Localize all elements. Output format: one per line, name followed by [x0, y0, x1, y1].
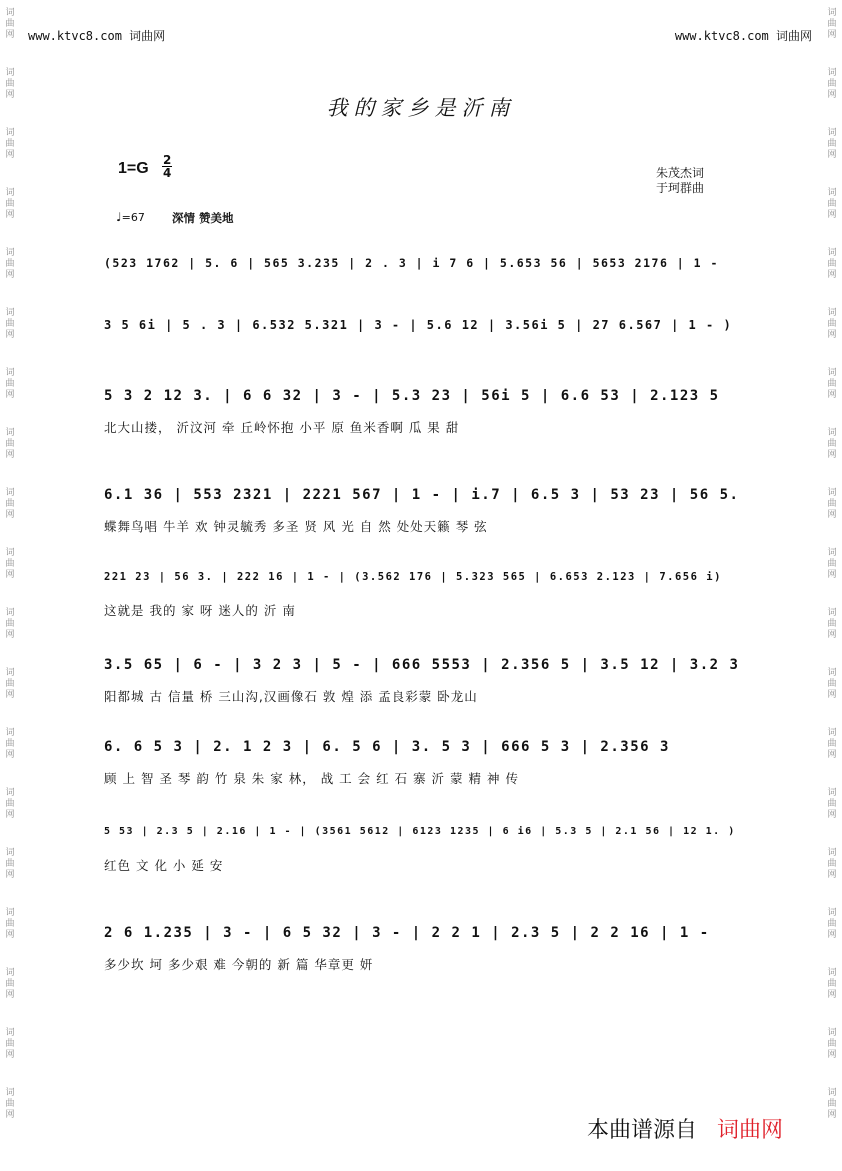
watermark-left: [2, 0, 18, 1171]
time-signature: [162, 154, 172, 179]
watermark-glyph-group: 词 曲 网: [827, 308, 837, 340]
footer-brand-link[interactable]: 词曲网: [717, 1118, 784, 1143]
lyric-line: 红色 文 化 小 延 安: [104, 858, 224, 873]
watermark-glyph-group: 词 曲 网: [5, 1088, 15, 1120]
notation-line: 6. 6 5 3 | 2. 1 2 3 | 6. 5 6 | 3. 5 3 | 666 5 3 | 2.356 3: [104, 739, 670, 755]
lyric-line: 北大山搂， 沂汶河 牵 丘岭怀抱 小平 原 鱼米香啊 瓜 果 甜: [104, 420, 460, 435]
meter-bottom: 4: [163, 166, 172, 180]
watermark-glyph-group: 词 曲 网: [827, 1088, 837, 1120]
watermark-glyph-group: 词 曲 网: [827, 788, 837, 820]
header-right-url[interactable]: www.ktvc8.com 词曲网: [674, 29, 812, 43]
watermark-glyph-group: 词 曲 网: [5, 128, 15, 160]
lyric-line: 蝶舞鸟唱 牛羊 欢 钟灵毓秀 多圣 贤 风 光 自 然 处处天籁 琴 弦: [104, 519, 488, 534]
lyric-line: 顾 上 智 圣 琴 韵 竹 泉 朱 家 林， 战 工 会 红 石 寨 沂 蒙 精 神 传: [104, 771, 519, 786]
composer-credit: 于珂群曲: [656, 181, 705, 195]
score-system: [104, 487, 740, 534]
watermark-glyph-group: 词 曲 网: [5, 668, 15, 700]
footer-source-label: 本曲谱源自: [587, 1118, 698, 1143]
score-system: [104, 388, 740, 435]
watermark-glyph-group: 词 曲 网: [827, 368, 837, 400]
watermark-glyph-group: 词 曲 网: [5, 548, 15, 580]
key-signature: 1=G: [118, 160, 149, 177]
watermark-glyph-group: 词 曲 网: [5, 488, 15, 520]
watermark-glyph-group: 词 曲 网: [827, 248, 837, 280]
notation-line: 2 6 1.235 | 3 - | 6 5 32 | 3 - | 2 2 1 | 2.3 5 | 2 2 16 | 1 -: [104, 925, 710, 941]
header-left-url[interactable]: www.ktvc8.com 词曲网: [28, 29, 166, 43]
lyricist-credit: 朱茂杰词: [656, 166, 705, 180]
notation-line: 6.1 36 | 553 2321 | 2221 567 | 1 - | i.7 | 6.5 3 | 53 23 | 56 5.: [104, 487, 740, 503]
watermark-right: [824, 0, 840, 1171]
lyric-line: 多少坎 坷 多少艰 难 今朝的 新 篇 华章更 妍: [104, 957, 374, 972]
watermark-glyph-group: 词 曲 网: [5, 68, 15, 100]
score-system: [104, 739, 740, 786]
watermark-glyph-group: 词 曲 网: [827, 848, 837, 880]
watermark-glyph-group: 词 曲 网: [827, 908, 837, 940]
notation-line: 221 23 | 56 3. | 222 16 | 1 - | (3.562 176 | 5.323 565 | 6.653 2.123 | 7.656 i): [104, 571, 722, 583]
notation-line: 3 5 6i | 5 . 3 | 6.532 5.321 | 3 - | 5.6 12 | 3.56i 5 | 27 6.567 | 1 - ): [104, 318, 733, 332]
notation-line: 3.5 65 | 6 - | 3 2 3 | 5 - | 666 5553 | 2.356 5 | 3.5 12 | 3.2 3: [104, 657, 740, 673]
watermark-glyph-group: 词 曲 网: [5, 248, 15, 280]
notation-line: 5 53 | 2.3 5 | 2.16 | 1 - | (3561 5612 | 6123 1235 | 6 i6 | 5.3 5 | 2.1 56 | 12 1. ): [104, 826, 736, 837]
watermark-glyph-group: 词 曲 网: [827, 8, 837, 40]
watermark-glyph-group: 词 曲 网: [5, 848, 15, 880]
tempo-marking: [116, 210, 145, 224]
notation-line: (523 1762 | 5. 6 | 565 3.235 | 2 . 3 | i 7 6 | 5.653 56 | 5653 2176 | 1 -: [104, 256, 719, 270]
song-title: 我的家乡是沂南: [326, 96, 516, 120]
watermark-glyph-group: 词 曲 网: [827, 668, 837, 700]
watermark-glyph-group: 词 曲 网: [5, 368, 15, 400]
watermark-glyph-group: 词 曲 网: [827, 128, 837, 160]
quarter-note-icon: ♩: [116, 210, 122, 224]
watermark-glyph-group: 词 曲 网: [827, 428, 837, 460]
lyric-line: 阳都城 古 信量 桥 三山沟,汉画像石 敦 煌 添 孟良彩蒙 卧龙山: [104, 689, 478, 704]
watermark-glyph-group: 词 曲 网: [5, 908, 15, 940]
score-system: [104, 256, 740, 300]
expression-marking: 深情 赞美地: [172, 211, 234, 225]
watermark-glyph-group: 词 曲 网: [827, 728, 837, 760]
watermark-glyph-group: 词 曲 网: [5, 428, 15, 460]
footer-source: [587, 1113, 783, 1144]
watermark-glyph-group: 词 曲 网: [827, 188, 837, 220]
score-system: [104, 826, 740, 873]
watermark-glyph-group: 词 曲 网: [827, 548, 837, 580]
watermark-glyph-group: 词 曲 网: [5, 968, 15, 1000]
watermark-glyph-group: 词 曲 网: [5, 8, 15, 40]
watermark-glyph-group: 词 曲 网: [5, 308, 15, 340]
tempo-value: =67: [121, 211, 145, 224]
watermark-glyph-group: 词 曲 网: [827, 968, 837, 1000]
score-system: [104, 925, 740, 972]
meter-top: 2: [163, 153, 172, 167]
watermark-glyph-group: 词 曲 网: [827, 488, 837, 520]
watermark-glyph-group: 词 曲 网: [827, 608, 837, 640]
watermark-glyph-group: 词 曲 网: [827, 68, 837, 100]
notation-line: 5 3 2 12 3. | 6 6 32 | 3 - | 5.3 23 | 56i 5 | 6.6 53 | 2.123 5: [104, 388, 720, 404]
score-system: [104, 571, 740, 618]
lyric-line: 这就是 我的 家 呀 迷人的 沂 南: [104, 603, 296, 618]
watermark-glyph-group: 词 曲 网: [5, 788, 15, 820]
watermark-glyph-group: 词 曲 网: [827, 1028, 837, 1060]
score-system: [104, 657, 740, 704]
watermark-glyph-group: 词 曲 网: [5, 188, 15, 220]
score-system: [104, 318, 740, 362]
watermark-glyph-group: 词 曲 网: [5, 1028, 15, 1060]
watermark-glyph-group: 词 曲 网: [5, 728, 15, 760]
watermark-glyph-group: 词 曲 网: [5, 608, 15, 640]
